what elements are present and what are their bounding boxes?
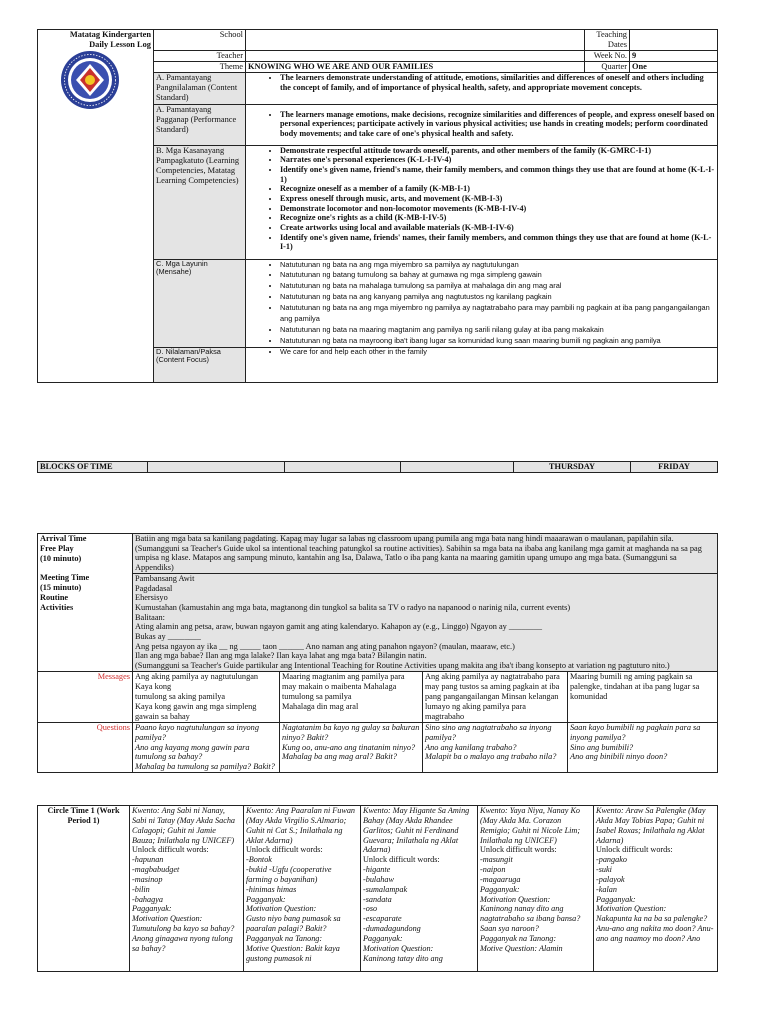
circle-time-text: Unlock difficult words: — [363, 855, 440, 865]
question-cell-1: Paano kayo nagtutulungan sa inyong pamilya? Ano ang kayang mong gawin para tumulong sa bahay? Mahalag ba tumulong sa pamilya? Bakit? — [133, 722, 280, 773]
school-value[interactable] — [246, 30, 585, 51]
friday-header: FRIDAY — [631, 462, 718, 473]
meeting-line: Pambansang Awit — [135, 573, 195, 583]
content-focus-list — [248, 348, 715, 357]
meeting-line: (Sumangguni sa Teacher's Guide partikular ang Intentional Teaching for Routine Activities upang makita ang iba't ibang konsepto at variation ng pagtuturo nito.) — [135, 661, 670, 671]
theme-label: Theme — [154, 62, 246, 73]
list-item: • The learners demonstrate understanding of attitude, emotions, similarities and differences of oneself and others including the concept of family, and of importance of physical health, safety, and appropriate movement concepts. — [280, 73, 715, 92]
message-cell-3: Ang aking pamilya ay nagtatrabaho para may pang tustos sa aming pagkain at iba pang pangangailangan Minsan kelangan lumayo ng aking pamilya para magtrabaho — [423, 671, 568, 722]
arrival-time-text: Batiin ang mga bata sa kanilang pagdating. Kapag may lugar sa labas ng classroom upang pumila ang mga bata nang hindi maaarawan o maulanan, papilahin sila. (Sumangguni sa Teacher's Guide ukol sa intentional teaching patungkol sa routine activities). Sabihin sa mga bata na ibaba ang kanilang mga gamit at maghanda na sa pag umpisa ng klase. Matapos ang sampung minuto, kantahin ang Isa, Dalawa, Tatlo o iba pang kanta na maaring gamitin upang umupo ang mga bata. (Sumangguni sa Appendiks) — [133, 534, 718, 574]
log-title-line1: Matatag Kindergarten — [69, 30, 151, 39]
list-item: • Demonstrate locomotor and non-locomotor movements (K-MB-I-IV-4) — [280, 204, 715, 214]
circle-time-text: Unlock difficult words: — [596, 845, 673, 855]
meeting-line: Ilan ang mga babae? Ilan ang mga lalake? Ilan kaya lahat ang mga bata? Bilangin natin. — [135, 651, 427, 661]
message-cell-4: Maaring bumili ng aming pagkain sa palengke, tindahan at iba pang lugar sa komunidad — [568, 671, 718, 722]
circle-time-text: Kwento: Ang Sabi ni Nanay, Sabi ni Tatay (May Akda Sacha Calagopi; Guhit ni Jamie Bauza; Inilathala ng UNICEF) — [132, 806, 236, 845]
objectives-label: C. Mga Layunin (Mensahe) — [154, 259, 246, 347]
circle-time-text: -pangako -suki -palayok -kalan — [596, 855, 627, 894]
teaching-dates-label: Teaching Dates — [585, 30, 630, 51]
deped-seal-icon — [60, 50, 120, 110]
list-item: • Natututunan ng batang tumulong sa bahay at gumawa ng mga simpleng gawain — [280, 270, 715, 281]
circle-time-text: Pagganyak: Motivation Question: Nakapunta ka na ba sa palengke? Anu-ano ang nakita mo doon? Anu-ano ang naamoy mo doon? Ano — [596, 894, 714, 943]
theme-value: KNOWING WHO WE ARE AND OUR FAMILIES — [246, 62, 585, 73]
list-item: • Recognize oneself as a member of a family (K-MB-I-1) — [280, 184, 715, 194]
circle-time-text: Kwento: Ang Paaralan ni Fuwan (May Akda Virgilio S.Almario; Guhit ni Cat S.; Inilathala ng Aklat Adarna) — [246, 806, 356, 845]
circle-time-text: Unlock difficult words: — [246, 845, 323, 855]
list-item: • The learners manage emotions, make decisions, recognize similarities and differences of people, and express oneself based on personal experiences; participate actively in various physical activities; use hands in creating models; perform coordinated body movements; and take care of one's physical health and safety. — [280, 110, 715, 139]
circle-time-text: -higante -bulahaw -sumalampak -sandata -oso -escaparate -dumadagundong — [363, 865, 421, 934]
circle-time-text: Unlock difficult words: — [480, 845, 557, 855]
question-cell-3: Sino sino ang nagtatrabaho sa inyong pamilya? Ano ang kanilang trabaho? Malapit ba o malayo ang trabaho nila? — [423, 722, 568, 773]
circle-cell-5 — [594, 806, 718, 972]
meeting-line: Balitaan: — [135, 612, 165, 622]
content-focus-label: D. Nilalaman/Paksa (Content Focus) — [154, 347, 246, 382]
list-item: • Natututunan ng bata na ang kanyang pamilya ang nagtutustos ng kanilang pagkain — [280, 292, 715, 303]
messages-label: Messages — [38, 671, 133, 722]
circle-time-text: Pagganyak: Motivation Question: Gusto niyo bang pumasok sa paaralan palagi? Bakit? Pagganyak na Tanong: Motive Question: Bakit kaya gustong pumasok ni — [246, 894, 341, 963]
list-item: • Identify one's given name, friend's name, their family members, and common things they use that are found at home (K-L-I-1) — [280, 165, 715, 184]
list-item: • Express oneself through music, arts, and movement (K-MB-I-3) — [280, 194, 715, 204]
circle-time-text: Pagganyak: Motivation Question: Kaninong tatay dito ang — [363, 933, 443, 963]
list-item: • Demonstrate respectful attitude towards oneself, parents, and other members of the family (K-GMRC-I-1) — [280, 146, 715, 156]
day-column-2 — [148, 462, 285, 473]
circle-time-text: -masungit -naipon -magaaruga — [480, 855, 521, 884]
logo-cell — [38, 73, 154, 382]
performance-standard-label: A. Pamantayang Pagganap (Performance Standard) — [154, 104, 246, 145]
meeting-line: Kumustahan (kamustahin ang mga bata, magtanong din tungkol sa balita sa TV o radyo na napanood o narinig nila, current events) — [135, 602, 571, 612]
list-item: • Natututunan ng bata na mayroong iba't ibang lugar sa komunidad kung saan maaring bumili ng pagkain ang pamilya — [280, 336, 715, 347]
list-item: • Identify one's given name, friends' names, their family members, and common things they use that are found at home (K-L-I-1) — [280, 233, 715, 252]
blocks-of-time-label: BLOCKS OF TIME — [38, 462, 148, 473]
circle-cell-1 — [130, 806, 244, 972]
circle-time-text: Kwento: Yaya Niya, Nanay Ko (May Akda Ma. Corazon Remigio; Guhit ni Nicole Lim; Inilathala ng UNICEF) — [480, 806, 581, 845]
learning-competencies-label: B. Mga Kasanayang Pampagkatuto (Learning Competencies, Matatag Learning Competencies) — [154, 145, 246, 259]
circle-time-text: Unlock difficult words: — [132, 845, 209, 855]
circle-time-text: -Bontok -bukid -Ugfu (cooperative farming o bayanihan) -hinimas himas — [246, 855, 332, 894]
meeting-line: Bukas ay ________ — [135, 632, 201, 642]
circle-time-text: Kwento: May Higante Sa Aming Bahay (May Akda Rhandee Garlitos; Guhit ni Ferdinand Guevara; Inilathala ng Aklat Adarna) — [363, 806, 470, 855]
list-item: • Natututunan ng bata na maaring magtanim ang pamilya ng sarili nilang gulay at iba pang makakain — [280, 325, 715, 336]
meeting-time-lines — [135, 574, 715, 671]
meeting-time-label: Meeting Time (15 minuto) Routine Activities — [38, 573, 133, 671]
quarter-label: Quarter — [585, 62, 630, 73]
circle-cell-2 — [244, 806, 361, 972]
circle-cell-3 — [361, 806, 478, 972]
message-cell-2: Maaring magtanim ang pamilya para may makain o maibenta Mahalaga tumulong sa pamilya Mahalaga din mag aral — [280, 671, 423, 722]
circle-cell-4 — [478, 806, 594, 972]
content-standard-list — [248, 73, 715, 92]
week-label: Week No. — [585, 51, 630, 62]
list-item: • Recognize one's rights as a child (K-MB-I-IV-5) — [280, 213, 715, 223]
teaching-dates-value[interactable] — [630, 30, 718, 51]
meeting-line: Ating alamin ang petsa, araw, buwan ngayon gamit ang ating kalendaryo. Kahapon ay (e.g., Linggo) Ngayon ay ________ — [135, 622, 543, 632]
circle-time-text: Pagganyak: Motivation Question: Tumutulong ba kayo sa bahay? Anong ginagawa nyong tulong sa bahay? — [132, 904, 235, 953]
lesson-log-header-table — [37, 29, 718, 383]
circle-time-table — [37, 805, 718, 972]
log-title-line2: Daily Lesson Log — [89, 40, 151, 50]
circle-time-label: Circle Time 1 (Work Period 1) — [38, 806, 130, 972]
question-cell-2: Nagtatanim ba kayo ng gulay sa bakuran ninyo? Bakit? Kung oo, anu-ano ang tinatanim ninyo? Mahalag ba ang mag aral? Bakit? — [280, 722, 423, 773]
meeting-line: Ehersisyo — [135, 593, 168, 603]
message-cell-1: Ang aking pamilya ay nagtutulungan Kaya kong tumulong sa aking pamilya Kaya kong gawin ang mga simpleng gawain sa bahay — [133, 671, 280, 722]
list-item: • Narrates one's personal experiences (K-L-I-IV-4) — [280, 155, 715, 165]
school-label: School — [154, 30, 246, 51]
list-item: • Create artworks using local and available materials (K-MB-I-IV-6) — [280, 223, 715, 233]
meeting-line: Pagdadasal — [135, 583, 173, 593]
list-item: • We care for and help each other in the family — [280, 348, 715, 357]
questions-label: Questions — [38, 722, 133, 773]
question-cell-4: Saan kayo bumibili ng pagkain para sa inyong pamilya? Sino ang bumibili? Ano ang binibili ninyo doon? — [568, 722, 718, 773]
list-item: • Natututunan ng bata na ang mga miyembro sa pamilya ay nagtutulungan — [280, 260, 715, 271]
teacher-value[interactable] — [246, 51, 585, 62]
learning-competencies-list — [248, 146, 715, 252]
thursday-header: THURSDAY — [514, 462, 631, 473]
routine-activities-table — [37, 533, 718, 773]
day-column-4 — [401, 462, 514, 473]
circle-time-text: Kwento: Araw Sa Palengke (May Akda May Tobias Papa; Guhit ni Isabel Roxas; Inilathala ng Aklat Adarna) — [596, 806, 706, 845]
list-item: • Natututunan ng bata na ang mga miyembro ng pamilya ay nagtatrabaho para may pambili ng pagkain at iba pang pangangailangan ang pamilya — [280, 303, 715, 325]
circle-time-text: -hapunan -magbabudget -masinop -bilin -bahagya — [132, 855, 180, 904]
teacher-label: Teacher — [154, 51, 246, 62]
circle-time-text: Pagganyak: Motivation Question: Kaninong nanay dito ang nagtatrabaho sa ibang bansa? Saan sya naroon? Pagganyak na Tanong: Motive Question: Alamin — [480, 884, 581, 953]
quarter-value[interactable]: One — [630, 62, 718, 73]
week-value[interactable]: 9 — [630, 51, 718, 62]
list-item: • Natututunan ng bata na mahalaga tumulong sa pamilya at mahalaga din ang mag aral — [280, 281, 715, 292]
performance-standard-list — [248, 110, 715, 139]
day-column-3 — [285, 462, 401, 473]
content-standard-label: A. Pamantayang Pangnilalaman (Content Standard) — [154, 73, 246, 104]
meeting-line: Ang petsa ngayon ay ika __ ng _____ taon ______ Ano naman ang ating panahon ngayon? (maulan, maaraw, etc.) — [135, 641, 515, 651]
objectives-list — [248, 260, 715, 347]
arrival-time-label: Arrival Time Free Play (10 minuto) — [38, 534, 133, 574]
blocks-of-time-table — [37, 461, 718, 473]
